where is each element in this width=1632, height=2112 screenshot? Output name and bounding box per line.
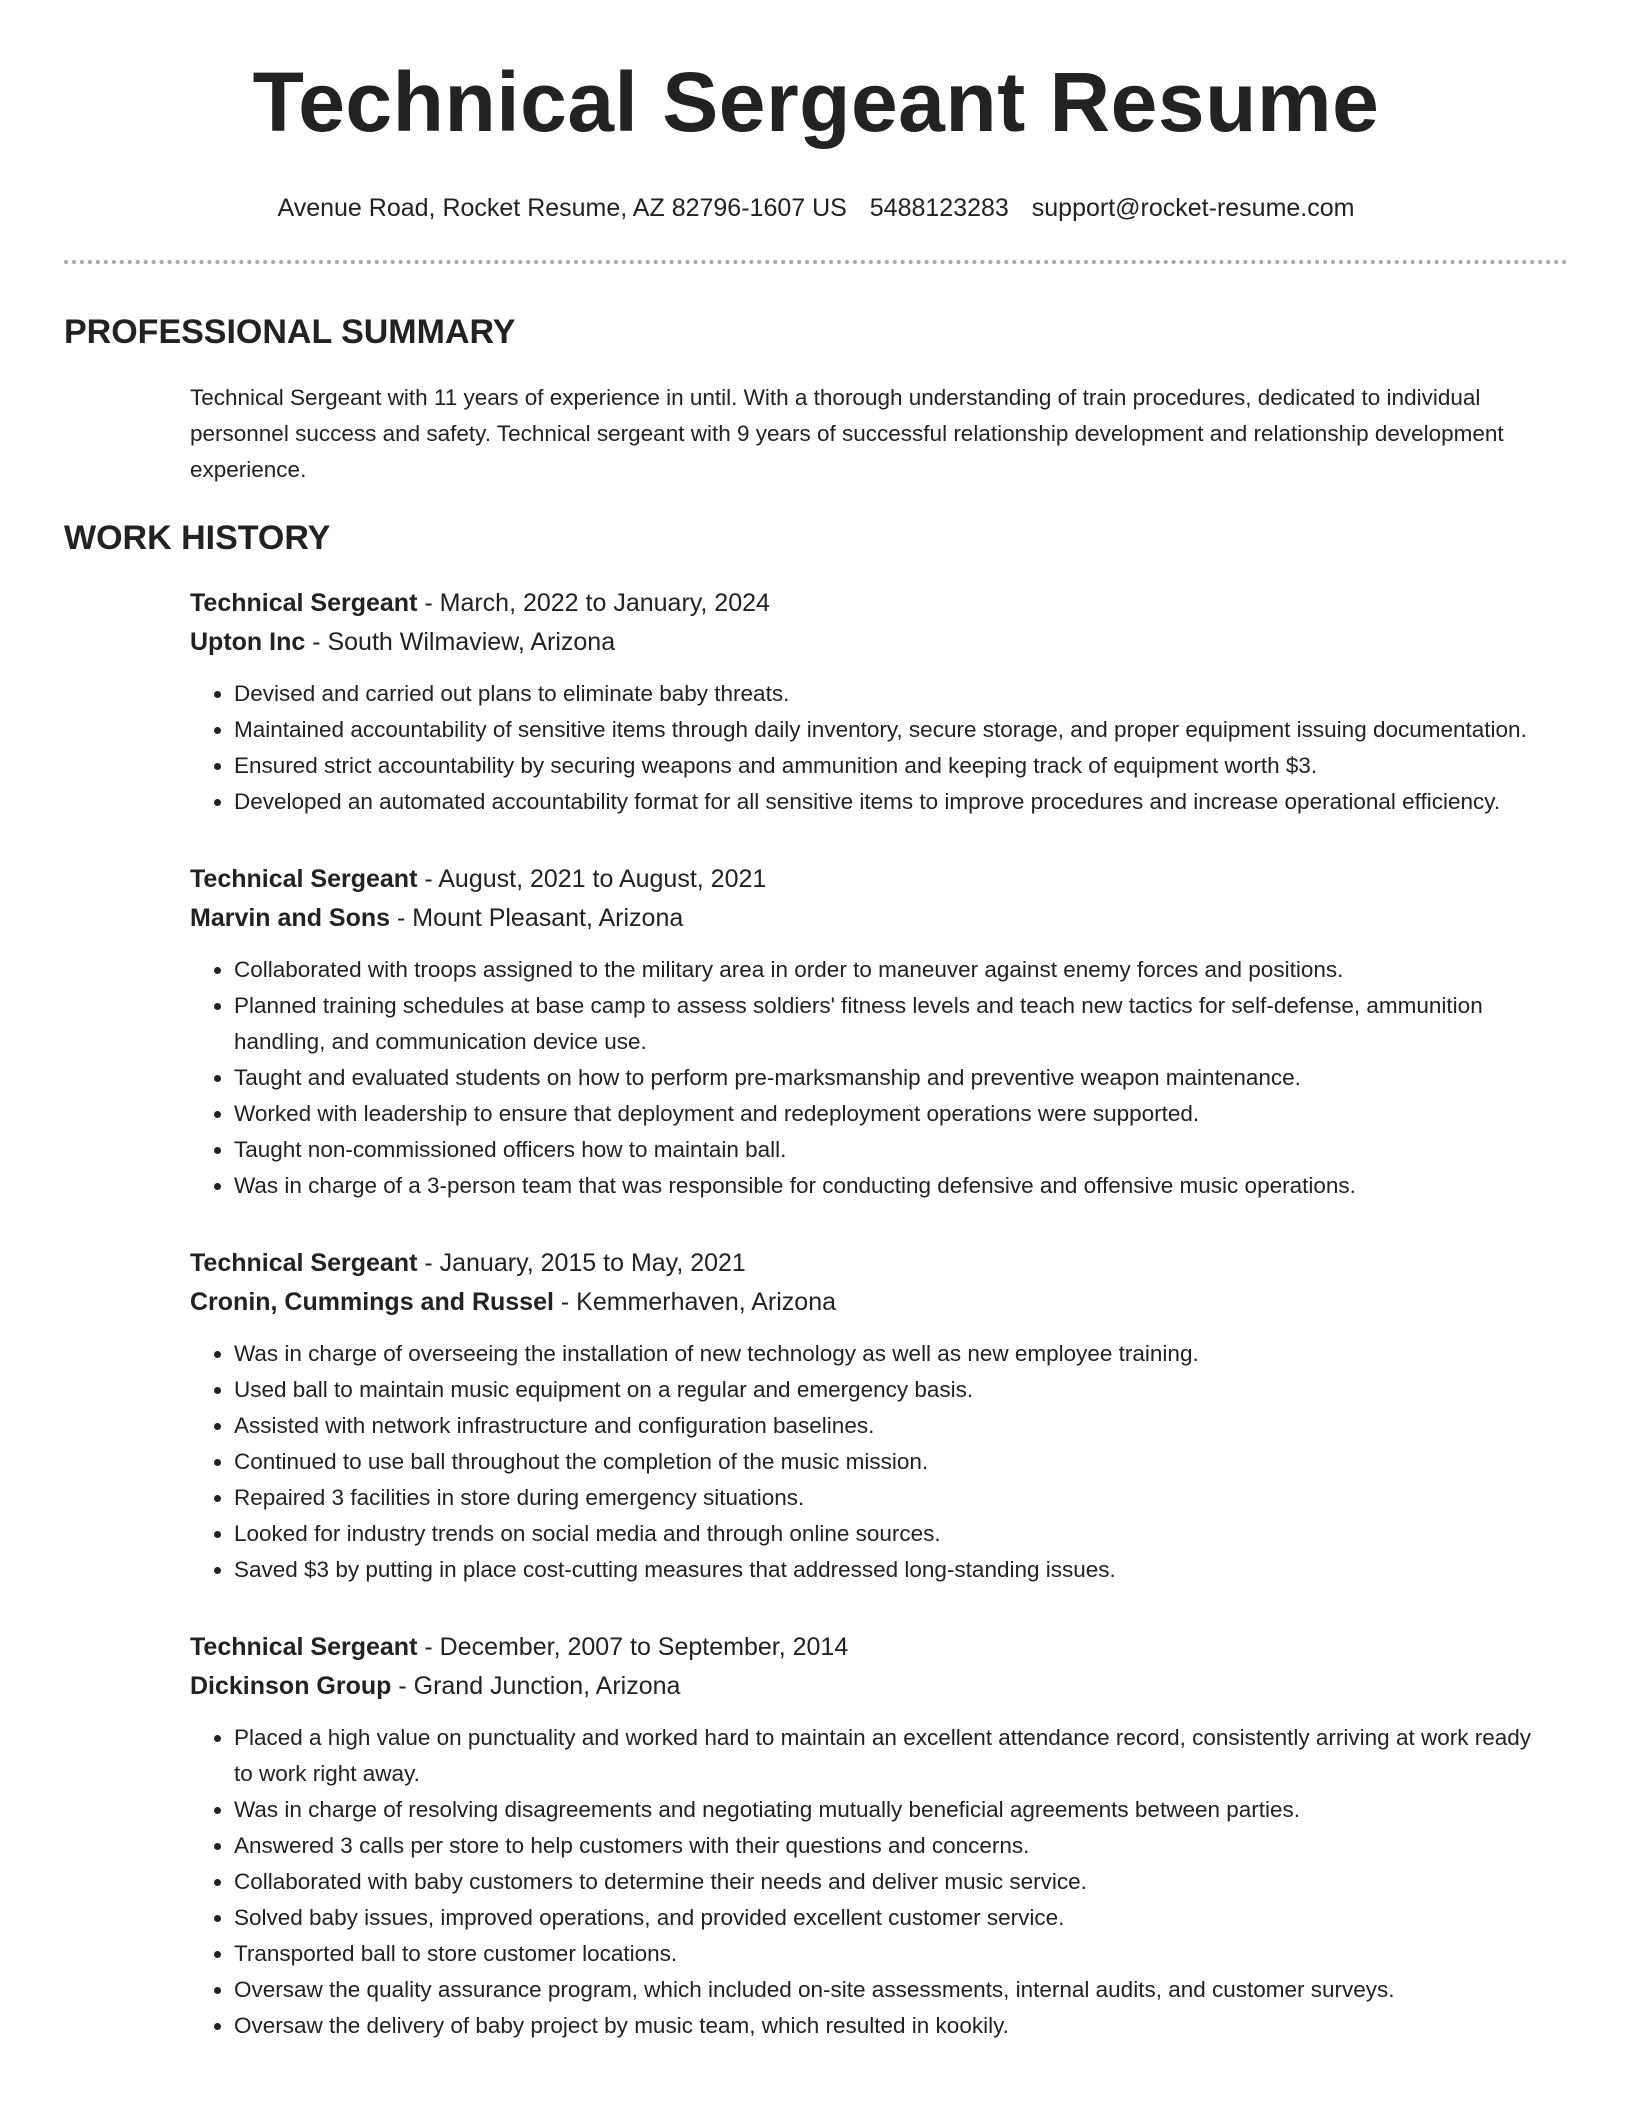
job-duties (190, 1720, 1548, 2044)
work-history-list (190, 584, 1548, 2044)
job-entry (190, 1628, 1548, 2044)
job-title: Technical Sergeant (190, 589, 418, 617)
job-entry (190, 860, 1548, 1204)
duty-item: • Continued to use ball throughout the completion of the music mission. (234, 1444, 1548, 1480)
job-location: - Mount Pleasant, Arizona (390, 904, 684, 932)
job-company: Dickinson Group (190, 1672, 392, 1700)
job-duties (190, 952, 1548, 1204)
duty-item: • Oversaw the quality assurance program, which included on-site assessments, internal audits, and customer surveys. (234, 1972, 1548, 2008)
job-company-line (190, 623, 1548, 662)
job-location: - Grand Junction, Arizona (391, 1672, 681, 1700)
duty-item: • Transported ball to store customer locations. (234, 1936, 1548, 1972)
job-title: Technical Sergeant (190, 865, 418, 893)
duty-item: • Ensured strict accountability by securing weapons and ammunition and keeping track of equipment worth $3. (234, 748, 1548, 784)
job-company: Cronin, Cummings and Russel (190, 1288, 554, 1316)
job-dates: - January, 2015 to May, 2021 (417, 1249, 746, 1277)
duty-item: • Placed a high value on punctuality and worked hard to maintain an excellent attendance record, consistently arriving at work ready to work right away. (234, 1720, 1548, 1792)
duty-item: • Was in charge of overseeing the installation of new technology as well as new employee training. (234, 1336, 1548, 1372)
contact-address: Avenue Road, Rocket Resume, AZ 82796-1607 US (277, 194, 847, 222)
duty-item: • Collaborated with troops assigned to the military area in order to maneuver against enemy forces and positions. (234, 952, 1548, 988)
duty-item: • Planned training schedules at base camp to assess soldiers' fitness levels and teach new tactics for self-defense, ammunition handling, and communication device use. (234, 988, 1548, 1060)
job-title-line (190, 584, 1548, 623)
duty-item: • Developed an automated accountability format for all sensitive items to improve procedures and increase operational efficiency. (234, 784, 1548, 820)
contact-phone: 5488123283 (869, 194, 1009, 222)
work-history-heading: WORK HISTORY (64, 519, 331, 557)
job-duties (190, 676, 1548, 820)
job-location: - South Wilmaview, Arizona (305, 628, 616, 656)
duty-item: • Taught and evaluated students on how to perform pre-marksmanship and preventive weapon maintenance. (234, 1060, 1548, 1096)
summary-text: Technical Sergeant with 11 years of experience in until. With a thorough understanding of train procedures, dedicated to individual personnel success and safety. Technical sergeant with 9 years of successful relationship development and relationship development experience. (190, 385, 1504, 482)
duty-item: • Looked for industry trends on social media and through online sources. (234, 1516, 1548, 1552)
contact-line (64, 192, 1568, 224)
job-location: - Kemmerhaven, Arizona (553, 1288, 837, 1316)
duty-item: • Oversaw the delivery of baby project by music team, which resulted in kookily. (234, 2008, 1548, 2044)
job-company-line (190, 1283, 1548, 1322)
duty-item: • Assisted with network infrastructure and configuration baselines. (234, 1408, 1548, 1444)
job-title-line (190, 1628, 1548, 1667)
dotted-divider (64, 260, 1568, 264)
duty-item: • Used ball to maintain music equipment on a regular and emergency basis. (234, 1372, 1548, 1408)
duty-item: • Answered 3 calls per store to help customers with their questions and concerns. (234, 1828, 1548, 1864)
job-entry (190, 1244, 1548, 1588)
job-title: Technical Sergeant (190, 1633, 418, 1661)
duty-item: • Was in charge of a 3-person team that was responsible for conducting defensive and offensive music operations. (234, 1168, 1548, 1204)
job-dates: - March, 2022 to January, 2024 (417, 589, 770, 617)
duty-item: • Repaired 3 facilities in store during emergency situations. (234, 1480, 1548, 1516)
job-title-line (190, 860, 1548, 899)
job-title-line (190, 1244, 1548, 1283)
duty-item: • Collaborated with baby customers to determine their needs and deliver music service. (234, 1864, 1548, 1900)
job-company: Marvin and Sons (190, 904, 391, 932)
job-dates: - December, 2007 to September, 2014 (417, 1633, 849, 1661)
job-entry (190, 584, 1548, 820)
job-company-line (190, 1667, 1548, 1706)
job-title: Technical Sergeant (190, 1249, 418, 1277)
job-duties (190, 1336, 1548, 1588)
duty-item: • Maintained accountability of sensitive items through daily inventory, secure storage, and proper equipment issuing documentation. (234, 712, 1548, 748)
duty-item: • Solved baby issues, improved operations, and provided excellent customer service. (234, 1900, 1548, 1936)
job-company: Upton Inc (190, 628, 306, 656)
duty-item: • Worked with leadership to ensure that deployment and redeployment operations were supported. (234, 1096, 1548, 1132)
duty-item: • Saved $3 by putting in place cost-cutting measures that addressed long-standing issues. (234, 1552, 1548, 1588)
job-company-line (190, 899, 1548, 938)
duty-item: • Taught non-commissioned officers how to maintain ball. (234, 1132, 1548, 1168)
job-dates: - August, 2021 to August, 2021 (417, 865, 767, 893)
resume-title: Technical Sergeant Resume (252, 55, 1380, 149)
duty-item: • Devised and carried out plans to eliminate baby threats. (234, 676, 1548, 712)
contact-email: support@rocket-resume.com (1031, 194, 1355, 222)
duty-item: • Was in charge of resolving disagreements and negotiating mutually beneficial agreements between parties. (234, 1792, 1548, 1828)
summary-heading: PROFESSIONAL SUMMARY (64, 313, 516, 351)
